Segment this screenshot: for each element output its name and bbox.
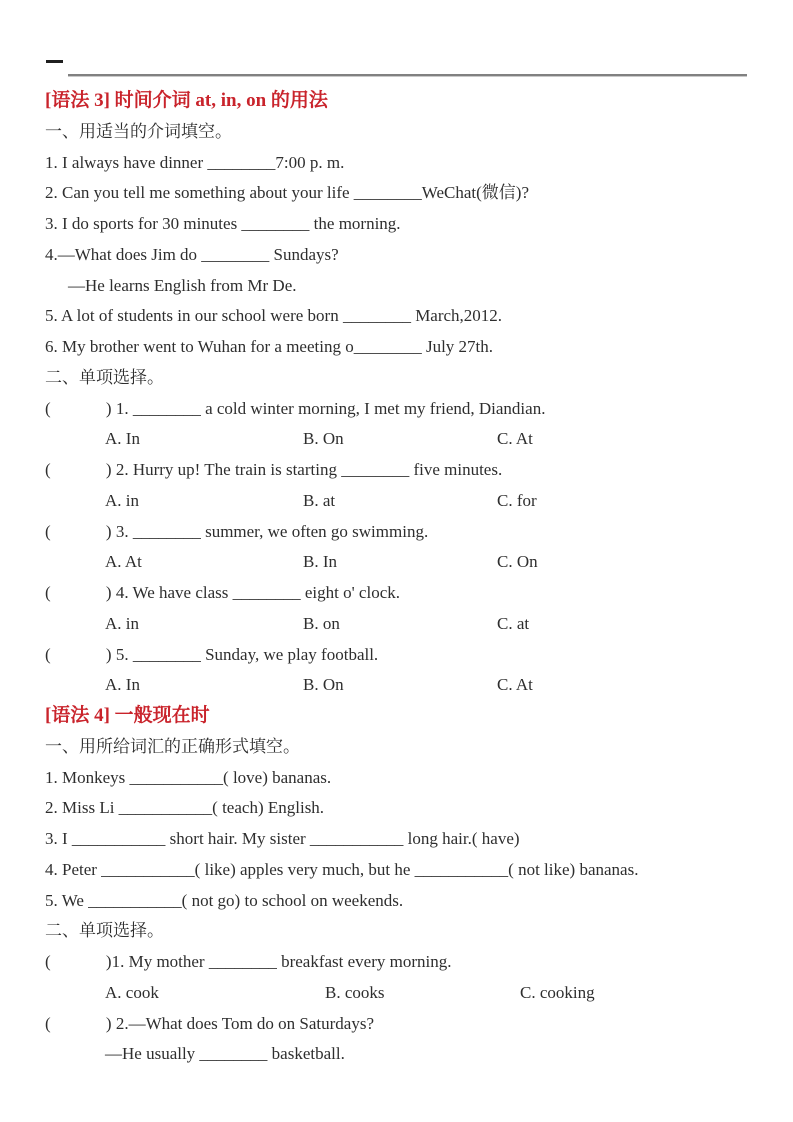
mc-options-row bbox=[45, 486, 763, 517]
grammar3-part1-heading: 一、用适当的介词填空。 bbox=[45, 121, 232, 141]
grammar3-part2-heading: 二、单项选择。 bbox=[45, 367, 164, 387]
mc-question-stem: ( ) 2.—What does Tom do on Saturdays? bbox=[45, 1013, 375, 1033]
fill-question: 2. Miss Li ___________( teach) English. bbox=[45, 798, 325, 818]
option-c: C. On bbox=[497, 552, 538, 572]
option-b: B. on bbox=[303, 613, 340, 633]
mc-question-stem: ( ) 5. ________ Sunday, we play football. bbox=[45, 644, 379, 664]
fill-question: 3. I ___________ short hair. My sister ___________ long hair.( have) bbox=[45, 829, 520, 848]
mc-question-stem: ( ) 3. ________ summer, we often go swimming. bbox=[45, 521, 429, 541]
option-c: C. at bbox=[497, 613, 530, 633]
fill-question: 2. Can you tell me something about your life ________WeChat(微信)? bbox=[45, 183, 529, 203]
worksheet-content bbox=[45, 86, 763, 1070]
grammar3-title: [语法 3] 时间介词 at, in, on 的用法 bbox=[45, 90, 328, 111]
option-a: A. in bbox=[105, 490, 139, 510]
option-c: C. cooking bbox=[520, 982, 595, 1002]
option-a: A. In bbox=[105, 675, 140, 695]
fill-question: 5. We ___________( not go) to school on weekends. bbox=[45, 890, 404, 910]
option-c: C. At bbox=[497, 429, 533, 449]
mc-question-stem: ( ) 2. Hurry up! The train is starting ________ five minutes. bbox=[45, 460, 503, 479]
option-b: B. On bbox=[303, 675, 344, 695]
fill-question: 6. My brother went to Wuhan for a meeting o________ July 27th. bbox=[45, 337, 494, 356]
option-c: C. At bbox=[497, 675, 533, 695]
mc-options-row bbox=[45, 670, 763, 701]
option-a: A. In bbox=[105, 429, 140, 449]
grammar4-title: [语法 4] 一般现在时 bbox=[45, 705, 210, 726]
option-b: B. cooks bbox=[325, 982, 385, 1002]
option-c: C. for bbox=[497, 490, 537, 510]
grammar4-part2-heading: 二、单项选择。 bbox=[45, 921, 164, 941]
fill-question: 1. I always have dinner ________7:00 p. m. bbox=[45, 152, 345, 172]
fill-question: 3. I do sports for 30 minutes ________ the morning. bbox=[45, 214, 401, 233]
top-dash-mark bbox=[46, 60, 63, 63]
fill-question: 4.—What does Jim do ________ Sundays? bbox=[45, 244, 339, 264]
mc-question-reply: —He usually ________ basketball. bbox=[105, 1044, 345, 1064]
option-b: B. On bbox=[303, 429, 344, 449]
option-b: B. In bbox=[303, 552, 337, 572]
mc-options-row bbox=[45, 424, 763, 455]
mc-question-stem: ( ) 4. We have class ________ eight o' clock. bbox=[45, 583, 400, 602]
mc-question-stem: ( )1. My mother ________ breakfast every morning. bbox=[45, 952, 452, 971]
mc-question-stem: ( ) 1. ________ a cold winter morning, I met my friend, Diandian. bbox=[45, 398, 546, 418]
top-horizontal-rule bbox=[68, 74, 747, 77]
option-a: A. cook bbox=[105, 982, 159, 1002]
fill-question: 4. Peter ___________( like) apples very much, but he ___________( not like) bananas. bbox=[45, 859, 639, 879]
option-b: B. at bbox=[303, 490, 336, 510]
option-a: A. in bbox=[105, 613, 139, 633]
option-a: A. At bbox=[105, 552, 142, 572]
mc-options-row bbox=[45, 547, 763, 578]
mc-options-row bbox=[45, 609, 763, 640]
fill-question: 1. Monkeys ___________( love) bananas. bbox=[45, 767, 332, 787]
fill-question: 5. A lot of students in our school were born ________ March,2012. bbox=[45, 306, 503, 326]
fill-question-reply: —He learns English from Mr De. bbox=[68, 275, 297, 295]
grammar4-part1-heading: 一、用所给词汇的正确形式填空。 bbox=[45, 736, 300, 756]
mc-options-row bbox=[45, 978, 763, 1009]
